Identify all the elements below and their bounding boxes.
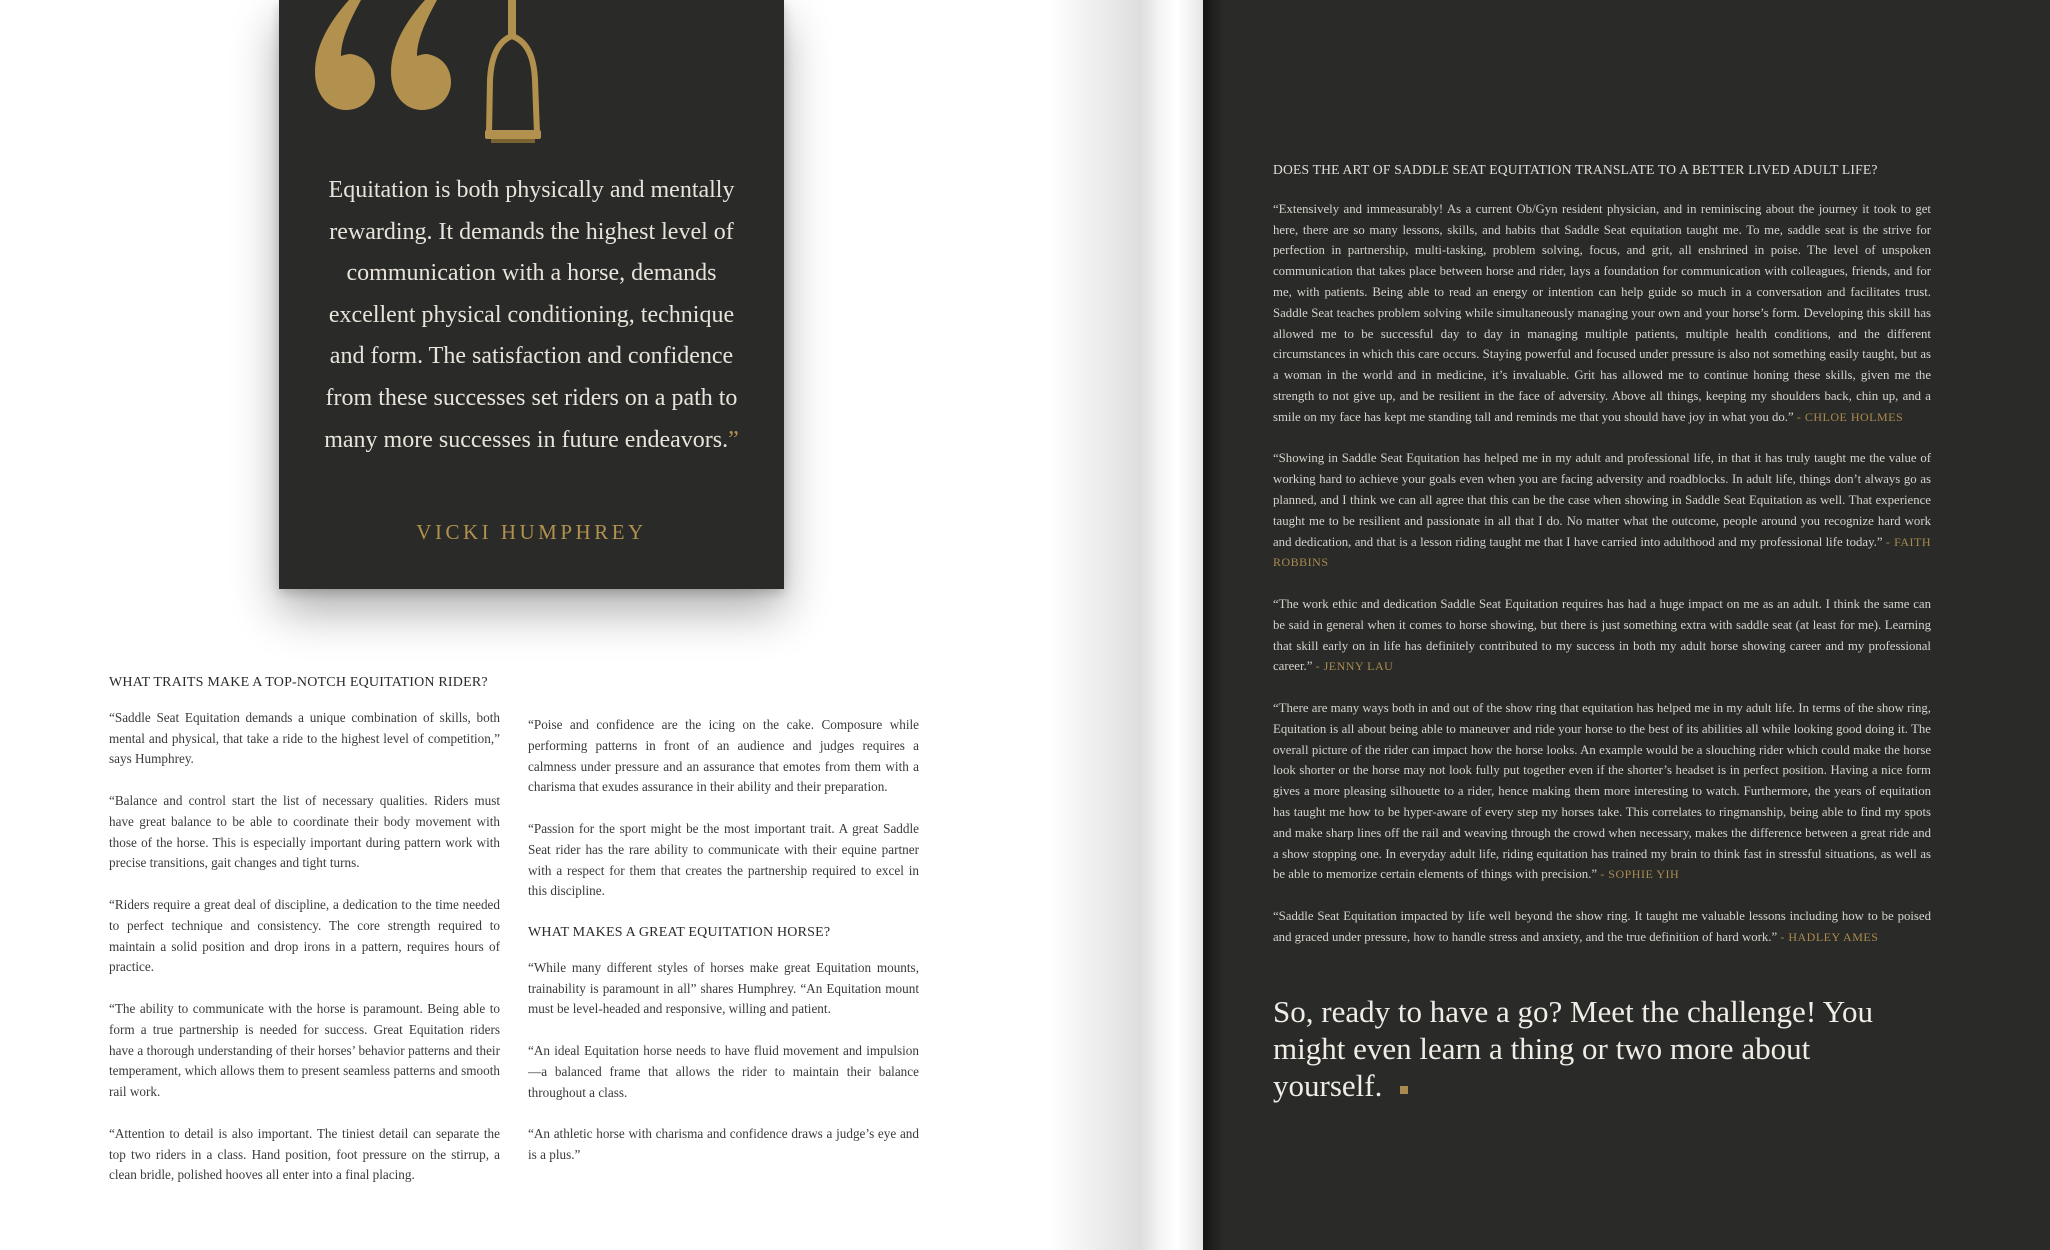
closing-statement: So, ready to have a go? Meet the challenge! You might even learn a thing or two more about yourself. — [1273, 994, 1874, 1103]
close-quote-mark: ” — [728, 426, 739, 453]
right-column — [528, 715, 919, 1187]
page-gutter — [1139, 0, 1203, 1250]
horse-paragraph: “An athletic horse with charisma and confidence draws a judge’s eye and is a plus.” — [528, 1126, 919, 1162]
horse-paragraph: “An ideal Equitation horse needs to have fluid movement and impulsion—a balanced frame that allows the rider to maintain their balance throughout a class. — [528, 1042, 919, 1100]
traits-heading: WHAT TRAITS MAKE A TOP-NOTCH EQUITATION RIDER? — [109, 675, 488, 690]
left-column — [109, 673, 500, 1207]
pull-quote-author: VICKI HUMPHREY — [416, 520, 647, 544]
traits-paragraph: “Passion for the sport might be the most important trait. A great Saddle Seat rider has the rare ability to communicate with their equine partner with a respect for them that creates the partnership required to excel in this discipline. — [528, 820, 919, 899]
testimonial-attribution: - HADLEY AMES — [1780, 929, 1879, 944]
traits-paragraph: “Riders require a great deal of discipline, a dedication to the time needed to perfect technique and consistency. The core strength required to maintain a solid position and drop irons in a pattern, requires hours of practice. — [109, 896, 500, 975]
horse-heading: WHAT MAKES A GREAT EQUITATION HORSE? — [528, 924, 831, 940]
testimonial-attribution: - JENNY LAU — [1315, 659, 1394, 674]
pull-quote-card — [279, 0, 784, 589]
adult-life-heading: DOES THE ART OF SADDLE SEAT EQUITATION TRANSLATE TO A BETTER LIVED ADULT LIFE? — [1273, 162, 1878, 177]
testimonial-attribution: - SOPHIE YIH — [1600, 867, 1680, 882]
quote-marks-icon — [301, 0, 561, 150]
testimonial: “Saddle Seat Equitation impacted by life well beyond the show ring. It taught me valuable lessons including how to be poised and graced under pressure, how to handle stress and anxiety, and the true definition of hard work.” - HADLEY AMES — [1273, 908, 1931, 944]
testimonial-attribution: - CHLOE HOLMES — [1796, 409, 1904, 424]
right-page — [1203, 0, 2050, 1250]
traits-paragraph: “The ability to communicate with the horse is paramount. Being able to form a true partnership is needed for success. Great Equitation riders have a thorough understanding of their horses’ behavior patterns and their temperament, which allows them to present seamless patterns and smooth rail work. — [109, 1000, 500, 1100]
testimonial: “The work ethic and dedication Saddle Seat Equitation requires has had a huge impact on me as an adult. I think the same can be said in general when it comes to horse showing, but there is just something extra with saddle seat (at least for me). Learning that skill early on in life has definitely contributed to my success in both my adult horse showing career and my professional career.” - JENNY LAU — [1273, 596, 1931, 674]
end-mark-icon — [1400, 1086, 1408, 1094]
testimonial: “Extensively and immeasurably! As a current Ob/Gyn resident physician, and in reminiscing about the journey it took to get here, there are so many lessons, skills, and habits that Saddle Seat equitation taught me. To me, saddle seat is the strive for perfection in partnership, multi-tasking, problem solving, focus, and grit, all enshrined in poise. The level of unspoken communication that takes place between horse and rider, lays a foundation for communication with colleagues, friends, and for me, with patients. Being able to read an energy or intention can help guide so much in a conversation and facilitates trust. Saddle Seat teaches problem solving while simultaneously managing your own and your horse’s form. Developing this skill has allowed me to be successful day to day in managing multiple patients, multiple health conditions, and the different circumstances in which this care occurs. Staying powerful and focused under pressure is also not something easily taught, but as a woman in the world and in medicine, it’s invaluable. Grit has allowed me to continue honing these skills, given me the strength to not give up, and be resilient in the face of adversity. Above all things, keeping my shoulders back, chin up, and a smile on my face has kept me standing tall and reminds me that you should have joy in what you do.” - CHLOE HOLMES — [1273, 201, 1931, 424]
testimonial: “There are many ways both in and out of the show ring that equitation has helped me in my adult life. In terms of the show ring, Equitation is all about being able to maneuver and ride your horse to the best of its abilities all while looking good doing it. The overall picture of the rider can impact how the horse looks. An example would be a slouching rider which could make the horse look shorter or the horse may not look fully put together even if the shorter’s headset is in perfect position. Having a nice form gives a more pleasing silhouette to a rider, hence making them more interesting to watch. Furthermore, the years of equitation has taught me how to be hyper-aware of every step my horses take. This correlates to ringmanship, being able to find my spots and make sharp lines off the rail and weaving through the crowd when necessary, makes the difference between a great ride and a show stopping one. In everyday adult life, riding equitation has trained my brain to think fast in stressful situations, as well as be able to memorize certain elements of things with precision.” - SOPHIE YIH — [1273, 700, 1931, 882]
stirrup-icon — [485, 0, 541, 143]
traits-paragraph: “Saddle Seat Equitation demands a unique combination of skills, both mental and physical, that take a ride to the highest level of competition,” says Humphrey. — [109, 709, 500, 767]
traits-paragraph: “Poise and confidence are the icing on the cake. Composure while performing patterns in front of an audience and judges requires a calmness under pressure and an assurance that emotes from them with a charisma that exudes assurance in their ability and their preparation. — [528, 717, 919, 795]
horse-paragraph: “While many different styles of horses make great Equitation mounts, trainability is paramount in all” shares Humphrey. “An Equitation mount must be level-headed and responsive, willing and patient. — [528, 959, 919, 1017]
testimonials-section — [1273, 160, 1931, 968]
testimonial-attribution: - FAITH ROBBINS — [1273, 534, 1932, 570]
traits-paragraph: “Balance and control start the list of necessary qualities. Riders must have great balance to be able to coordinate their body movement with those of the horse. This is especially important during pattern work with precise transitions, gait changes and tight turns. — [109, 792, 500, 871]
traits-paragraph: “Attention to detail is also important. The tiniest detail can separate the top two riders in a class. Hand position, foot pressure on the stirrup, a clean bridle, polished hooves all enter into a final placing. — [109, 1125, 500, 1183]
testimonial: “Showing in Saddle Seat Equitation has helped me in my adult and professional life, in that it has truly taught me the value of working hard to achieve your goals even when you are facing adversity and roadblocks. In adult life, things don’t always go as planned, and I think we can all agree that this can be the case when showing in Saddle Seat Equitation as well. That experience taught me to be resilient and passionate in all that I do. No matter what the outcome, people around you recognize hard work and dedication, and that is a lesson riding taught me that I have carried into adulthood and my professional life today.” - FAITH ROBBINS — [1273, 451, 1932, 570]
pull-quote-text: Equitation is both physically and mentally rewarding. It demands the highest level of communication with a horse, demands excellent physical conditioning, technique and form. The satisfaction and confidence from these successes set riders on a path to many more successes in future endeavors.” — [324, 177, 739, 453]
